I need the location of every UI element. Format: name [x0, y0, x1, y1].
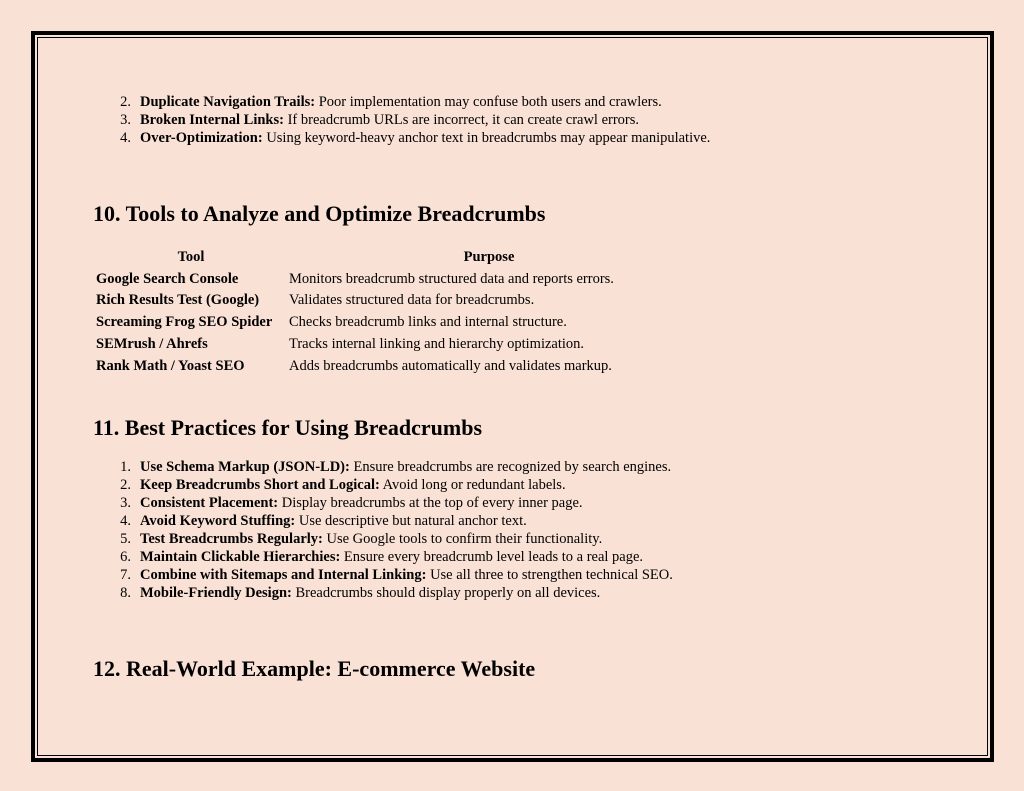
list-number: 3.: [120, 112, 131, 128]
tool-name: SEMrush / Ahrefs: [96, 336, 208, 352]
list-term: Maintain Clickable Hierarchies:: [140, 549, 341, 565]
table-header-purpose: Purpose: [463, 249, 515, 265]
list-text: [140, 548, 643, 566]
list-term: Broken Internal Links:: [140, 112, 284, 128]
list-number: 1.: [120, 459, 131, 475]
list-description: Ensure breadcrumbs are recognized by search engines.: [349, 459, 672, 475]
list-number: 2.: [120, 94, 131, 110]
tool-name: Rich Results Test (Google): [96, 292, 260, 308]
list-text: [140, 566, 673, 584]
list-term: Combine with Sitemaps and Internal Linking:: [140, 567, 427, 583]
tool-name: Rank Math / Yoast SEO: [96, 358, 245, 374]
list-description: Ensure every breadcrumb level leads to a real page.: [340, 549, 644, 565]
list-term: Test Breadcrumbs Regularly:: [140, 531, 323, 547]
list-text: [140, 476, 566, 494]
tool-purpose: Checks breadcrumb links and internal structure.: [289, 314, 567, 330]
tool-purpose: Tracks internal linking and hierarchy optimization.: [289, 336, 585, 352]
list-description: Avoid long or redundant labels.: [379, 477, 566, 493]
list-text: [140, 512, 527, 530]
list-description: If breadcrumb URLs are incorrect, it can create crawl errors.: [283, 112, 640, 128]
list-number: 6.: [120, 549, 131, 565]
list-description: Display breadcrumbs at the top of every inner page.: [278, 495, 583, 511]
table-header-tool: Tool: [177, 249, 205, 265]
list-text: [140, 111, 639, 129]
list-text: [140, 494, 583, 512]
list-description: Use descriptive but natural anchor text.: [295, 513, 527, 529]
list-term: Over-Optimization:: [140, 130, 263, 146]
tool-purpose: Monitors breadcrumb structured data and reports errors.: [289, 271, 614, 287]
section-11-heading: 11. Best Practices for Using Breadcrumbs: [93, 415, 483, 440]
list-number: 2.: [120, 477, 131, 493]
list-description: Poor implementation may confuse both users and crawlers.: [315, 94, 662, 110]
list-text: [140, 530, 602, 548]
list-text: [140, 458, 671, 476]
list-term: Consistent Placement:: [140, 495, 279, 511]
tool-purpose: Validates structured data for breadcrumbs.: [289, 292, 535, 308]
list-term: Avoid Keyword Stuffing:: [140, 513, 296, 529]
list-description: Use all three to strengthen technical SEO.: [426, 567, 673, 583]
list-term: Duplicate Navigation Trails:: [140, 94, 316, 110]
list-number: 3.: [120, 495, 131, 511]
list-text: [140, 93, 662, 111]
list-number: 7.: [120, 567, 131, 583]
list-term: Use Schema Markup (JSON-LD):: [140, 459, 350, 475]
tool-purpose: Adds breadcrumbs automatically and validates markup.: [289, 358, 612, 374]
section-10-heading: 10. Tools to Analyze and Optimize Breadcrumbs: [93, 201, 546, 226]
list-number: 8.: [120, 585, 131, 601]
section-12-heading: 12. Real-World Example: E-commerce Website: [93, 656, 536, 681]
list-number: 5.: [120, 531, 131, 547]
list-term: Keep Breadcrumbs Short and Logical:: [140, 477, 380, 493]
tool-name: Google Search Console: [96, 271, 239, 287]
list-text: [140, 129, 710, 147]
list-term: Mobile-Friendly Design:: [140, 585, 292, 601]
list-text: [140, 584, 600, 602]
list-description: Using keyword-heavy anchor text in breadcrumbs may appear manipulative.: [262, 130, 711, 146]
list-number: 4.: [120, 130, 131, 146]
tool-name: Screaming Frog SEO Spider: [96, 314, 273, 330]
list-description: Breadcrumbs should display properly on all devices.: [291, 585, 601, 601]
list-number: 4.: [120, 513, 131, 529]
list-description: Use Google tools to confirm their functionality.: [322, 531, 603, 547]
